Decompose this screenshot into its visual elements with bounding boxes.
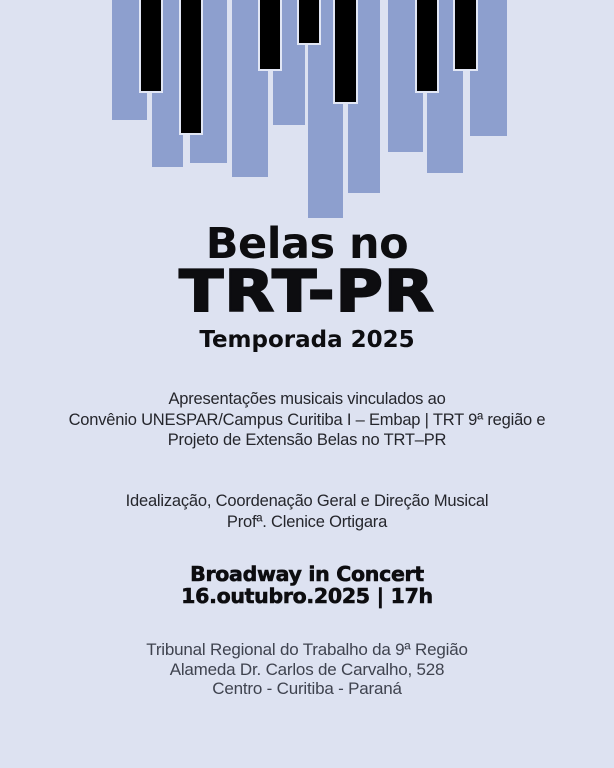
poster-title-line2-text: TRT-PR <box>179 259 435 325</box>
piano-black-key <box>297 0 321 45</box>
text-line: Apresentações musicais vinculados ao <box>168 390 446 408</box>
poster-season-subtitle: Temporada 2025 <box>199 327 415 353</box>
piano-keys-graphic <box>0 0 614 240</box>
text-line: Convênio UNESPAR/Campus Curitiba I – Embap | TRT 9ª região e <box>68 410 546 429</box>
credits-block <box>0 491 614 533</box>
piano-black-key <box>415 0 439 93</box>
piano-black-key <box>139 0 163 93</box>
venue-address <box>0 640 614 699</box>
text-line: Idealização, Coordenação Geral e Direção Musical <box>125 492 489 510</box>
poster-title-line1: Belas no <box>205 219 409 269</box>
poster-title-line2 <box>0 261 614 323</box>
piano-black-key <box>258 0 282 71</box>
piano-black-key <box>179 0 203 135</box>
text-line: Tribunal Regional do Trabalho da 9ª Região <box>146 640 468 659</box>
event-datetime: 16.outubro.2025 | 17h <box>181 584 433 608</box>
piano-black-key <box>453 0 478 71</box>
text-line: Profª. Clenice Ortigara <box>226 513 388 531</box>
text-line: Alameda Dr. Carlos de Carvalho, 528 <box>169 659 445 679</box>
event-block <box>0 563 614 607</box>
text-line: Projeto de Extensão Belas no TRT–PR <box>167 431 447 449</box>
text-line: Centro - Curitiba - Paraná <box>212 679 402 698</box>
event-name: Broadway in Concert <box>190 562 424 586</box>
piano-black-key <box>333 0 358 104</box>
program-description <box>0 389 614 451</box>
